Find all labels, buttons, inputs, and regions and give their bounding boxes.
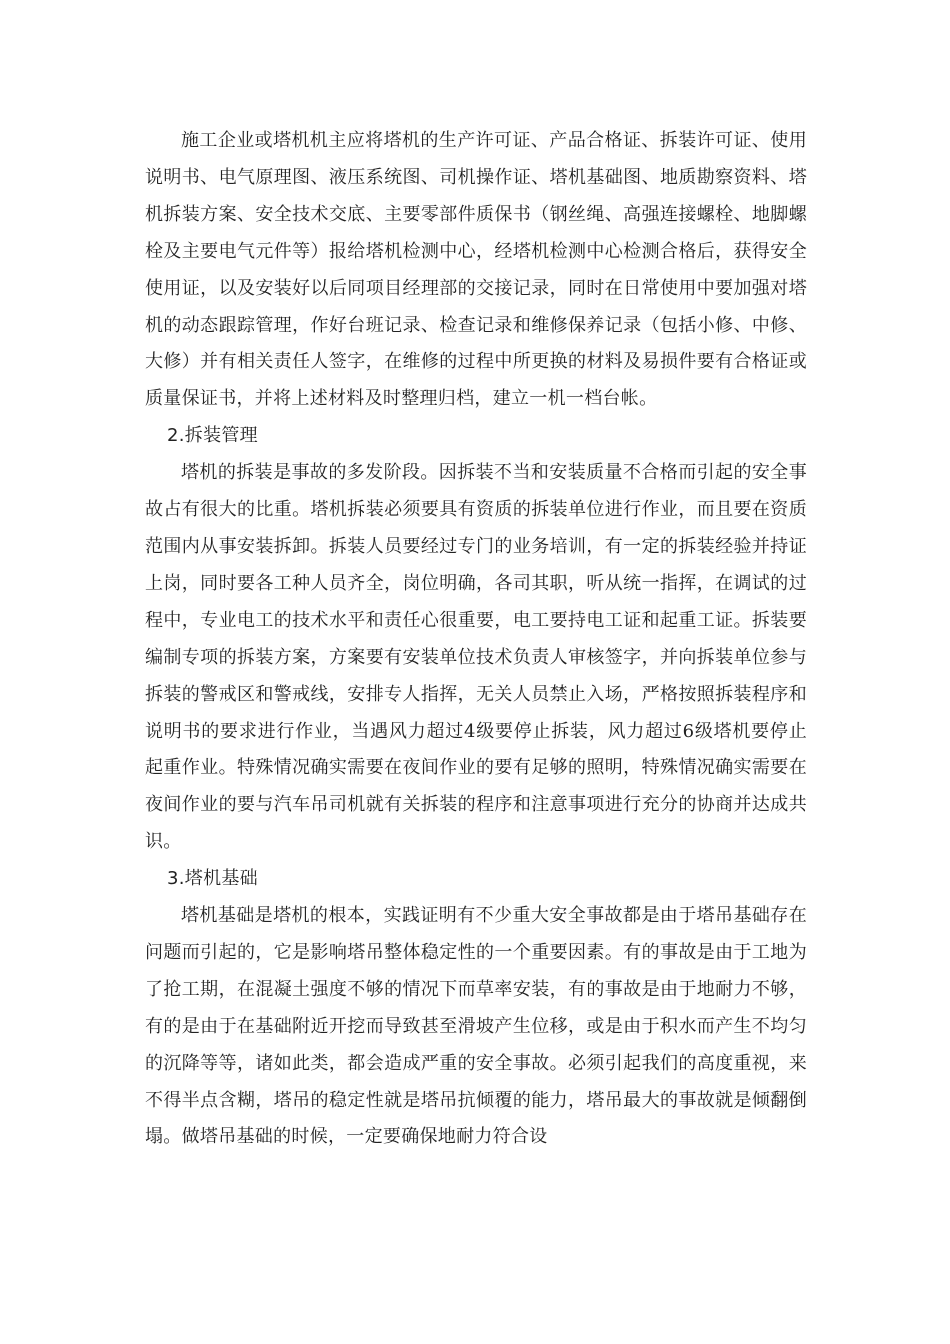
section-heading-disassembly-management: 2.拆装管理 bbox=[167, 425, 258, 447]
paragraph-disassembly-management: 塔机的拆装是事故的多发阶段。因拆装不当和安装质量不合格而引起的安全事故占有很大的比重。塔机拆装必须要具有资质的拆装单位进行作业，而且要在资质范围内从事安装拆卸。拆装人员要经过专门的业务培训，有一定的拆装经验并持证上岗，同时要各工种人员齐全，岗位明确，各司其职，听从统一指挥，在调试的过程中，专业电工的技术水平和责任心很重要，电工要持电工证和起重工证。拆装要编制专项的拆装方案，方案要有安装单位技术负责人审核签字，并向拆装单位参与拆装的警戒区和警戒线，安排专人指挥，无关人员禁止入场，严格按照拆装程序和说明书的要求进行作业，当遇风力超过4级要停止拆装，风力超过6级塔机要停止起重作业。特殊情况确实需要在夜间作业的要有足够的照明，特殊情况确实需要在夜间作业的要与汽车吊司机就有关拆装的程序和注意事项进行充分的协商并达成共识。 bbox=[145, 462, 807, 853]
paragraph-crane-foundation: 塔机基础是塔机的根本，实践证明有不少重大安全事故都是由于塔吊基础存在问题而引起的，它是影响塔吊整体稳定性的一个重要因素。有的事故是由于工地为了抢工期，在混凝土强度不够的情况下而草率安装，有的事故是由于地耐力不够，有的是由于在基础附近开挖而导致甚至滑坡产生位移，或是由于积水而产生不均匀的沉降等等，诸如此类，都会造成严重的安全事故。必须引起我们的高度重视，来不得半点含糊，塔吊的稳定性就是塔吊抗倾覆的能力，塔吊最大的事故就是倾翻倒塌。做塔吊基础的时候，一定要确保地耐力符合设 bbox=[145, 905, 807, 1148]
document-page bbox=[145, 123, 807, 1156]
paragraph-tower-crane-records: 施工企业或塔机机主应将塔机的生产许可证、产品合格证、拆装许可证、使用说明书、电气原理图、液压系统图、司机操作证、塔机基础图、地质勘察资料、塔机拆装方案、安全技术交底、主要零部件质保书（钢丝绳、高强连接螺栓、地脚螺栓及主要电气元件等）报给塔机检测中心，经塔机检测中心检测合格后，获得安全使用证，以及安装好以后同项目经理部的交接记录，同时在日常使用中要加强对塔机的动态跟踪管理，作好台班记录、检查记录和维修保养记录（包括小修、中修、大修）并有相关责任人签字，在维修的过程中所更换的材料及易损件要有合格证或质量保证书，并将上述材料及时整理归档，建立一机一档台帐。 bbox=[145, 130, 807, 410]
section-heading-crane-foundation: 3.塔机基础 bbox=[167, 868, 258, 890]
